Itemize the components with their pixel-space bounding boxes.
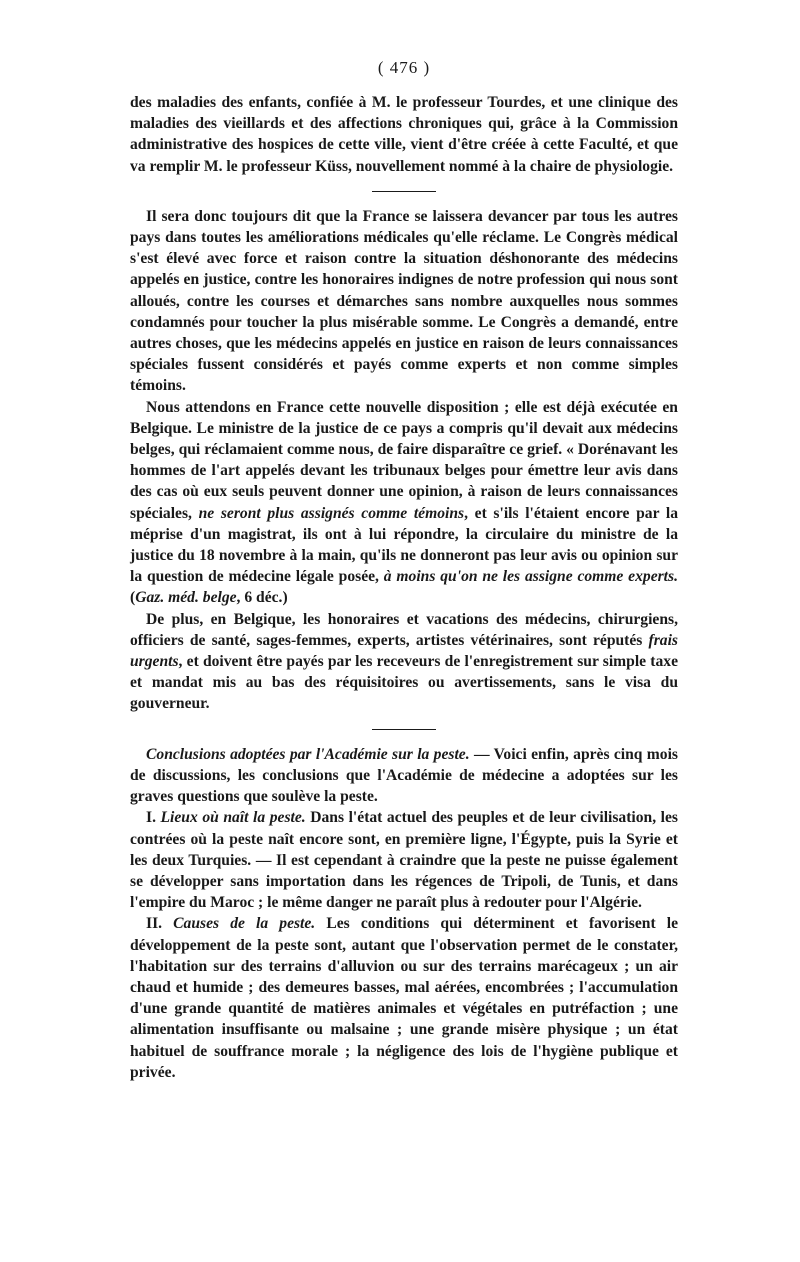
text-run: des maladies des enfants, confiée à M. le professeur Tourdes, et une clinique des maladies des vieillards et des affections chroniques qui, grâce à la Commission administrative des hospices de cette ville, vient d'être créée à cette Faculté, et que va remplir M. le professeur Küss, nouvellement nommé à la chaire de physiologie. (130, 94, 678, 175)
italic-text-run: Conclusions adoptées par l'Académie sur la peste. (146, 745, 470, 763)
text-run: Les conditions qui déterminent et favorisent le développement de la peste sont, autant que l'observation permet de le constater, l'habitation sur des terrains d'alluvion ou sur des terrains marécageux ; un air chaud et humide ; des demeures basses, mal aérées, encombrées ; l'accumulation d'une grande quantité de matières animales et végétales en putréfaction ; une alimentation insuffisante ou malsaine ; une grande misère physique ; un état habituel de souffrance morale ; la négligence des lois de l'hygiène publique et privée. (130, 915, 678, 1081)
paragraph-plague-causes (130, 913, 678, 1083)
paragraph-plague-places (130, 807, 678, 913)
text-run: Il sera donc toujours dit que la France se laissera devancer par tous les autres pays dans toutes les améliorations médicales qu'elle réclame. Le Congrès médical s'est élevé avec force et raison contre la situation déshonorante des médecins appelés en justice, contre les honoraires indignes de notre profession qui nous sont alloués, contre les courses et démarches sans nombre auxquelles nous sommes condamnés pour toucher la plus misérable somme. Le Congrès a demandé, entre autres choses, que les médecins appelés en justice en raison de leurs connaissances spéciales fussent considérés et payés comme experts et non comme simples témoins. (130, 207, 678, 395)
italic-text-run: Causes de la peste. (173, 915, 316, 933)
italic-text-run: Gaz. méd. belge (135, 589, 237, 607)
section-divider (372, 729, 436, 730)
text-run: I. (146, 809, 161, 827)
page-number: ( 476 ) (377, 58, 431, 77)
text-run: , 6 déc.) (236, 589, 288, 607)
italic-text-run: Lieux où naît la peste. (160, 809, 306, 827)
text-run: Nous attendons en France cette nouvelle disposition ; elle est déjà exécutée en Belgique. Le ministre de la justice de ce pays a compris qu'il devait aux médecins belges, qui réclamaient comme nous, de faire disparaître ce grief. « Dorénavant les hommes de l'art appelés devant les tribunaux belges pour émettre leur avis dans des cas où eux seuls peuvent donner une opinion, à raison de leurs connaissances spéciales, (130, 398, 678, 522)
paragraph-belgium-ruling (130, 397, 678, 609)
text-run: ( (130, 589, 136, 607)
text-run: II. (146, 915, 174, 933)
text-run: , et s'ils l'étaient encore par la méprise d'un magistrat, ils ont à lui répondre, la circulaire du ministre de la justice du 18 novembre à la main, qu'ils ne donneront pas leur avis ou opinion sur la question de médecine légale posée, (130, 504, 678, 586)
text-run: De plus, en Belgique, les honoraires et vacations des médecins, chirurgiens, officiers de santé, sages-femmes, experts, artistes vétérinaires, sont réputés (130, 610, 678, 649)
section-divider (372, 191, 436, 192)
text-run: — Voici enfin, après cinq mois de discussions, les conclusions que l'Académie de médecine a adoptées sur les graves questions que soulève la peste. (130, 745, 678, 806)
italic-text-run: frais urgents (130, 631, 678, 671)
italic-text-run: à moins qu'on ne les assigne comme experts. (383, 568, 678, 586)
paragraph-belgium-fees (130, 609, 678, 715)
paragraph-clinic (130, 92, 678, 177)
paragraph-congress (130, 206, 678, 397)
text-run: , et doivent être payés par les receveurs de l'enregistrement sur simple taxe et mandat mis au bas des réquisitoires ou avertissements, sans le visa du gouverneur. (130, 653, 678, 713)
paragraph-plague-intro (130, 744, 678, 808)
text-run: Dans l'état actuel des peuples et de leur civilisation, les contrées où la peste naît encore sont, en première ligne, l'Égypte, puis la Syrie et les deux Turquies. — Il est cependant à craindre que la peste ne puisse également se développer sans importation dans les régences de Tripoli, de Tunis, et dans l'empire du Maroc ; le même danger ne paraît plus à redouter pour l'Algérie. (130, 809, 678, 912)
italic-text-run: ne seront plus assignés comme témoins (198, 504, 465, 522)
